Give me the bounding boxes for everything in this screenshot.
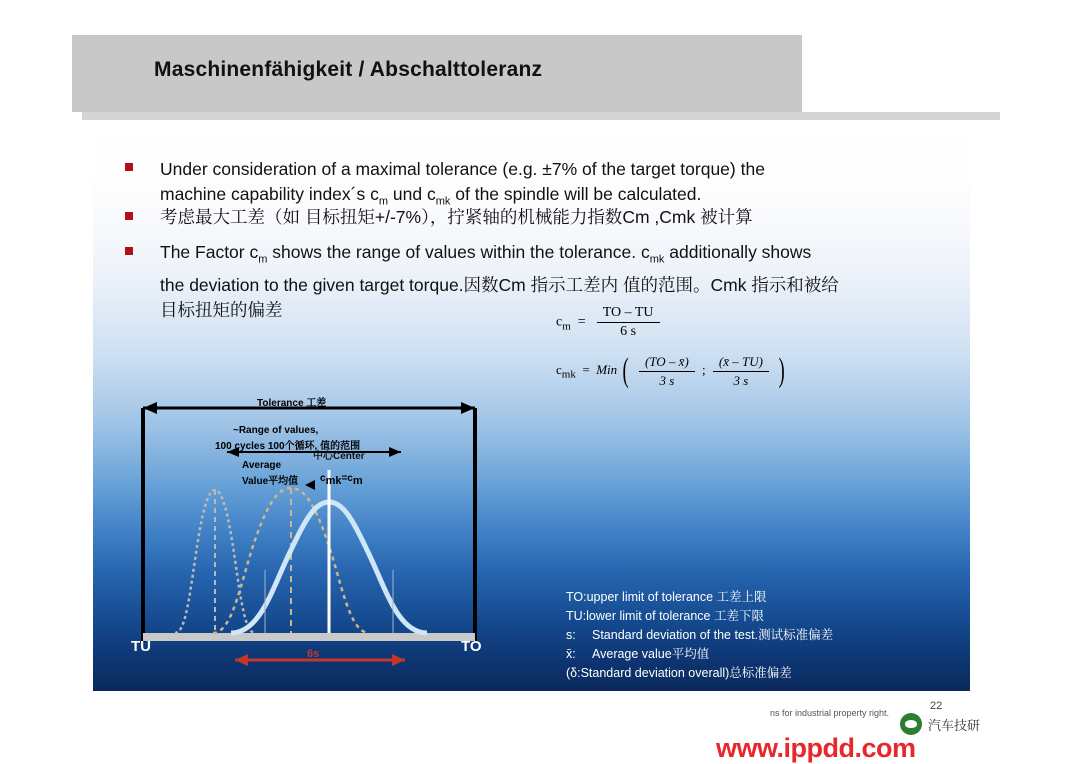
title-underline	[82, 112, 1000, 120]
legend-text-delta: Standard deviation overall)总标准偏差	[580, 666, 792, 680]
legend-key-tu: TU:	[566, 609, 587, 623]
chart-label-average-line2: Value平均值	[242, 476, 299, 487]
average-pointer	[305, 480, 315, 490]
bullet-3-line1-b: shows the range of values within the tolerance. c	[267, 242, 650, 262]
bullet-3-line3: 目标扭矩的偏差	[160, 299, 283, 320]
wechat-badge	[900, 713, 980, 735]
formula-cmk-lhs-sub: mk	[561, 368, 576, 381]
capability-chart	[115, 390, 515, 675]
bullet-marker-3	[125, 247, 133, 255]
formula-cmk-lhs: c	[556, 361, 562, 377]
bullet-1-line1-b: ±7% of the target torque) the	[542, 159, 765, 179]
formula-cm-denominator: 6 s	[620, 324, 637, 339]
chart-label-center: 中心Center	[313, 451, 365, 462]
formula-cmk-term2-num: (x̄ – TU)	[713, 354, 769, 372]
page-number: 22	[930, 700, 943, 712]
chart-label-range-line2: 100 cycles 100个循环, 值的范围	[215, 441, 361, 452]
bullet-3-line1-a: The Factor c	[160, 242, 259, 262]
cm-sub: m	[352, 475, 363, 487]
wechat-icon	[900, 713, 922, 735]
formula-cm-eq: =	[577, 314, 586, 330]
legend-text-to: upper limit of tolerance 工差上限	[586, 590, 767, 604]
formula-cmk-term1-den: 3 s	[659, 372, 675, 388]
formula-cm-fraction	[597, 305, 660, 340]
bullet-marker-2	[125, 212, 133, 220]
formula-cm-lhs-sub: m	[562, 320, 571, 333]
formula-cm-numerator: TO – TU	[597, 305, 660, 323]
chart-label-six-s: 6s	[307, 648, 320, 660]
page-title: Maschinenfähigkeit / Abschalttoleranz	[154, 58, 543, 81]
legend-text-s: Standard deviation of the test.测试标准偏差	[592, 628, 834, 642]
legend-item-s	[566, 626, 966, 645]
chart-label-tu: TU	[131, 638, 151, 655]
bullet-3-sub-mk: mk	[649, 253, 665, 266]
formula-cmk-term2	[713, 354, 769, 389]
formula-cmk-eq: =	[582, 361, 590, 377]
bullet-1-line2-a: machine capability index´s c	[160, 184, 379, 204]
formula-cm-lhs: c	[556, 314, 563, 330]
formula-cmk-term1	[639, 354, 695, 389]
bullet-3-sub-m: m	[258, 253, 268, 266]
chart-label-tolerance: Tolerance 工差	[257, 398, 327, 409]
legend-key-xbar: x̄:	[566, 647, 576, 661]
legend-item-delta	[566, 664, 966, 683]
bullet-marker-1	[125, 163, 133, 171]
bullet-3-line1-c: additionally shows	[664, 242, 812, 262]
wechat-label: 汽车技研	[928, 717, 981, 733]
bullet-1-line2-c: of the spindle will be calculated.	[450, 184, 702, 204]
cmk-mid: =c	[341, 473, 353, 484]
legend-block	[566, 588, 966, 683]
bullet-1-line2-b: und c	[388, 184, 436, 204]
formula-cm	[556, 305, 664, 340]
formula-cmk-close-paren: )	[778, 352, 785, 389]
cmk-sub: mk	[325, 475, 342, 487]
chart-label-range-line1: ~Range of values,	[233, 425, 319, 436]
legend-item-to	[566, 588, 966, 607]
formula-cmk-separator: ;	[702, 361, 706, 377]
bullet-1-sub-mk: mk	[435, 195, 451, 208]
formula-cmk-min: Min	[596, 361, 618, 377]
bullet-text-2: 考虑最大工差（如 目标扭矩+/-7%），拧紧轴的机械能力指数Cm ,Cmk 被计算	[160, 207, 753, 227]
watermark-url: www.ippdd.com	[716, 733, 916, 763]
legend-key-delta: (δ:	[566, 666, 581, 680]
bullet-1-line1-a: Under consideration of a maximal tolerance (e.g.	[160, 159, 543, 179]
footer-note: ns for industrial property right.	[770, 708, 890, 718]
legend-item-xbar	[566, 645, 966, 664]
bullet-1-sub-m: m	[378, 195, 389, 208]
formula-cmk-term2-den: 3 s	[733, 372, 749, 388]
formula-cmk-term1-num: (TO – x̄)	[639, 354, 695, 372]
formula-cmk-open-paren: (	[622, 352, 630, 389]
six-sigma-arrow	[235, 654, 405, 666]
legend-text-xbar: Average value平均值	[592, 647, 710, 661]
formula-cmk	[556, 352, 788, 390]
legend-key-s: s:	[566, 628, 576, 642]
chart-label-cmk-equals-cm	[320, 473, 363, 487]
bullet-3-line2: the deviation to the given target torque.因数Cm 指示工差内 值的范围。Cmk 指示和被给	[160, 274, 839, 295]
legend-key-to: TO:	[566, 590, 587, 604]
legend-text-tu: lower limit of tolerance 工差下限	[586, 609, 764, 623]
legend-item-tu	[566, 607, 966, 626]
cmk-c: c	[320, 473, 326, 484]
chart-label-average-line1: Average	[242, 460, 282, 471]
chart-label-to: TO	[461, 638, 482, 655]
